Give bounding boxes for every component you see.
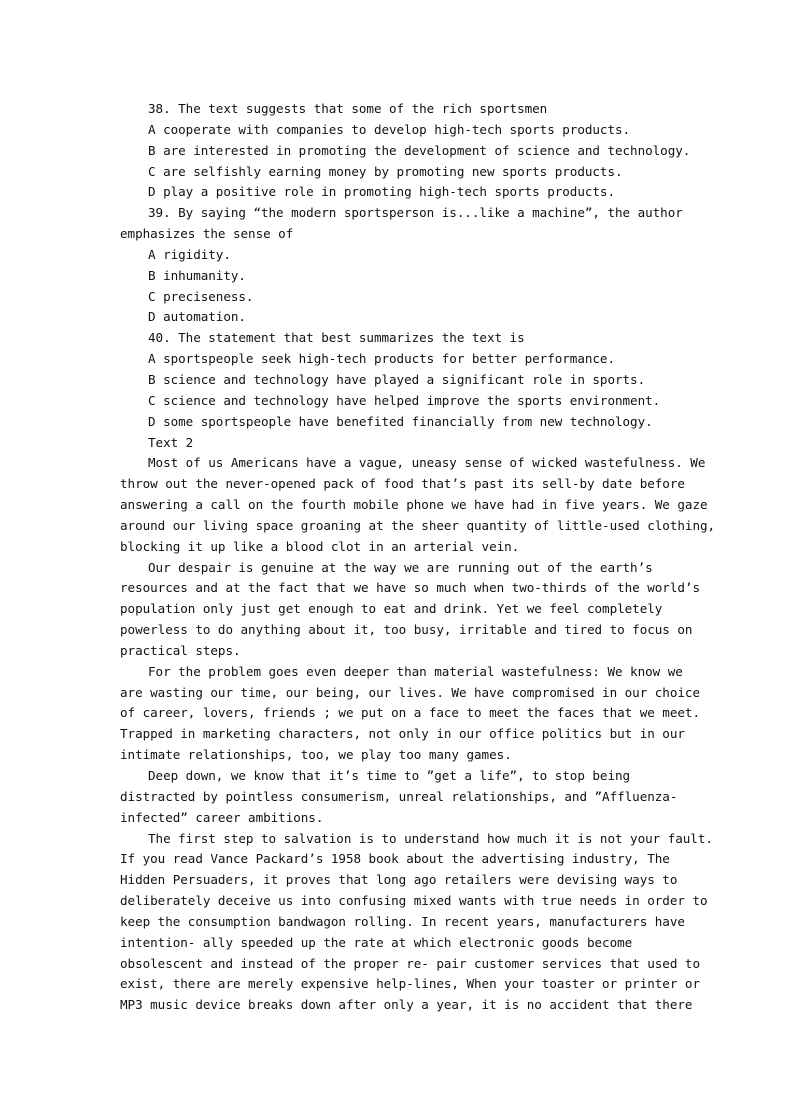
text-line: D play a positive role in promoting high-tech sports products. xyxy=(148,184,615,200)
text-line: practical steps. xyxy=(120,642,241,658)
text-line: distracted by pointless consumerism, unreal relationships, and ”Affluenza- xyxy=(120,788,678,804)
text-line: A sportspeople seek high-tech products for better performance. xyxy=(148,351,615,367)
text-line: Our despair is genuine at the way we are running out of the earth’s xyxy=(148,559,653,575)
text-line: D some sportspeople have benefited financially from new technology. xyxy=(148,413,653,429)
text-line: answering a call on the fourth mobile phone we have had in five years. We gaze xyxy=(120,497,708,513)
text-line: C preciseness. xyxy=(148,288,254,304)
text-line: blocking it up like a blood clot in an arterial vein. xyxy=(120,538,520,554)
text-line: emphasizes the sense of xyxy=(120,226,294,242)
text-line: 40. The statement that best summarizes the text is xyxy=(148,330,525,346)
text-line: C are selfishly earning money by promoting new sports products. xyxy=(148,163,623,179)
text-line: For the problem goes even deeper than material wastefulness: We know we xyxy=(148,663,683,679)
text-line: If you read Vance Packard’s 1958 book about the advertising industry, The xyxy=(120,851,670,867)
text-line: intimate relationships, too, we play too many games. xyxy=(120,747,512,763)
text-line: B science and technology have played a significant role in sports. xyxy=(148,371,646,387)
text-line: B are interested in promoting the development of science and technology. xyxy=(148,142,691,158)
text-line: around our living space groaning at the sheer quantity of little-used clothing, xyxy=(120,517,716,533)
text-line: population only just get enough to eat and drink. Yet we feel completely xyxy=(120,601,663,617)
document-body xyxy=(120,99,716,1016)
text-line: powerless to do anything about it, too busy, irritable and tired to focus on xyxy=(120,622,693,638)
text-line: of career, lovers, friends ; we put on a face to meet the faces that we meet. xyxy=(120,705,700,721)
text-line: are wasting our time, our being, our lives. We have compromised in our choice xyxy=(120,684,700,700)
text-line: Text 2 xyxy=(148,434,194,450)
text-line: A cooperate with companies to develop high-tech sports products. xyxy=(148,121,631,137)
text-line: throw out the never-opened pack of food that’s past its sell-by date before xyxy=(120,476,685,492)
text-line: intention- ally speeded up the rate at which electronic goods become xyxy=(120,934,633,950)
text-line: D automation. xyxy=(148,309,246,325)
text-line: keep the consumption bandwagon rolling. In recent years, manufacturers have xyxy=(120,913,685,929)
text-line: deliberately deceive us into confusing mixed wants with true needs in order to xyxy=(120,893,708,909)
text-line: Deep down, we know that it’s time to ”get a life”, to stop being xyxy=(148,768,631,783)
text-line: Most of us Americans have a vague, uneasy sense of wicked wastefulness. We xyxy=(148,455,706,471)
text-line: obsolescent and instead of the proper re- pair customer services that used to xyxy=(120,955,700,971)
text-line: MP3 music device breaks down after only a year, it is no accident that there xyxy=(120,997,693,1013)
text-line: Hidden Persuaders, it proves that long ago retailers were devising ways to xyxy=(120,872,678,888)
text-line: 38. The text suggests that some of the rich sportsmen xyxy=(148,101,548,116)
text-line: C science and technology have helped improve the sports environment. xyxy=(148,392,661,408)
text-line: A rigidity. xyxy=(148,246,231,262)
text-line: exist, there are merely expensive help-lines, When your toaster or printer or xyxy=(120,976,700,992)
text-line: infected” career ambitions. xyxy=(120,809,324,825)
text-line: B inhumanity. xyxy=(148,267,246,283)
text-line: The first step to salvation is to understand how much it is not your fault. xyxy=(148,830,713,846)
text-line: 39. By saying “the modern sportsperson is...like a machine”, the author xyxy=(148,205,683,221)
text-line: Trapped in marketing characters, not only in our office politics but in our xyxy=(120,726,685,742)
text-line: resources and at the fact that we have so much when two-thirds of the world’s xyxy=(120,580,700,596)
